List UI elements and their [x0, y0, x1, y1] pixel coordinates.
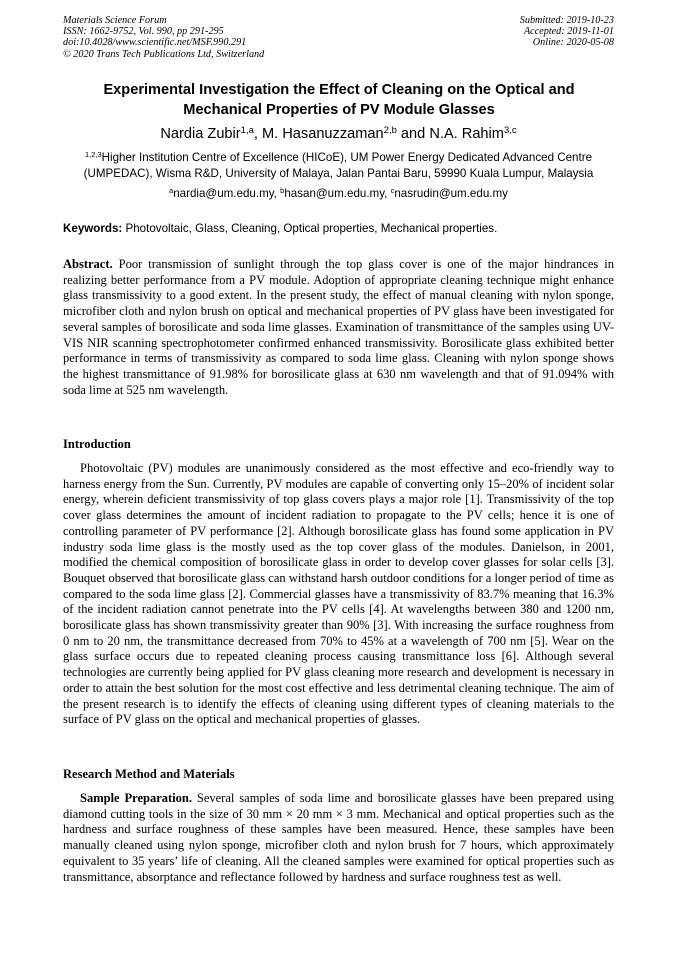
paper-title: Experimental Investigation the Effect of Cleaning on the Optical and Mechanical Properties of PV Module Glasses [103, 82, 575, 118]
author-separator: , [253, 126, 262, 142]
introduction-paragraph: Photovoltaic (PV) modules are unanimously considered as the most effective and eco-friendly way to harness energy from the Sun. Currently, PV modules are capable of converting only 15–20% of incident solar energy, wherein deficient transmissivity of top glass covers plays a major role [1]. Transmissivity of the top cover glass determines the amount of incident radiation to propagate to the PV cells; hence it is one of controlling parameter of PV performance [2]. Although borosilicate glass has found some application in PV industry soda lime glass is the mostly used as the top cover glass of the modules. Danielson, in 2001, modified the chemical composition of borosilicate glass in order to develop cover glasses for solar cells [3]. Bouquet observed that borosilicate glass can withstand harsh outdoor conditions for a longer period of time as compared to the soda lime glass [2]. Commercial glasses have a transmissivity of 83.7% meaning that 16.3% of the incident radiation cannot penetrate into the PV cells [4]. At wavelengths between 380 and 1200 nm, borosilicate glass has shown transmissivity greater than 90% [3]. With increasing the surface roughness from 0 nm to 20 nm, the transmittance decreased from 70% to 45% at a wavelength of 700 nm [5]. Wear on the glass surface occurs due to repeated cleaning process causing transmittance loss [6]. Although several technologies are currently being applied for PV glass cleaning more research and development is necessary in order to attain the best solution for the most cost effective and less detrimental cleaning technique. The aim of the present research is to identify the effects of cleaning using different types of cleaning materials to the surface of PV glass on the optical and mechanical properties of glasses. [63, 461, 614, 727]
introduction-heading: Introduction [63, 437, 131, 451]
affiliation [63, 150, 614, 182]
email-link: nardia@um.edu.my, [173, 187, 281, 200]
author-emails [63, 186, 614, 201]
author-superscript: 3,c [503, 125, 517, 136]
journal-header-right [480, 15, 614, 49]
author-list [63, 124, 614, 144]
journal-header-left [63, 15, 264, 60]
email-superscript: a [169, 186, 174, 195]
sample-preparation-label: Sample Preparation. [80, 791, 192, 805]
abstract-paragraph [63, 257, 614, 398]
abstract-label: Abstract. [63, 257, 113, 271]
author-superscript: 2,b [383, 125, 397, 136]
email-superscript: c [390, 186, 395, 195]
journal-doi: doi:10.4028/www.scientific.net/MSF.990.291 [63, 37, 247, 49]
email-link: nasrudin@um.edu.my [394, 187, 508, 200]
author-separator: and [396, 126, 430, 142]
journal-issn: ISSN: 1662-9752, Vol. 990, pp 291-295 [63, 26, 224, 38]
sample-preparation-text: Several samples of soda lime and borosilicate glasses have been prepared using diamond cutting tools in the size of 30 mm × 20 mm × 3 mm. Mechanical and optical properties such as the hardness and surface roughness of these samples have been measured. Hence, these samples have been manually cleaned using nylon sponge, microfiber cloth and nylon brush for 7 hours, which approximately equivalent to 35 years’ life of cleaning. All the cleaned samples were examined for optical properties such as transmittance, absorptance and reflectance followed by hardness and surface roughness test as well. [63, 791, 614, 884]
sample-preparation-paragraph [63, 791, 614, 885]
author-name: M. Hasanuzzaman [261, 126, 384, 142]
email-superscript: b [280, 186, 285, 195]
keywords [63, 221, 614, 236]
submitted-date: Submitted: 2019-10-23 [519, 15, 614, 26]
email-link: hasan@um.edu.my, [284, 187, 391, 200]
abstract-text: Poor transmission of sunlight through the top glass cover is one of the major hindrances in realizing better performance from a PV module. Adoption of appropriate cleaning technique might enhance glass transmissivity to a good extent. In the present study, the effect of manual cleaning with nylon sponge, microfiber cloth and nylon brush on optical and mechanical properties of PV glass have been investigated for several samples of borosilicate and soda lime glasses. Examination of transmittance of the samples using UV-VIS NIR scanning spectrophotometer confirmed enhanced transmissivity. Borosilicate glass exhibited better performance in terms of transmissivity as compared to soda lime glass. Cleaning with nylon sponge shows the highest transmittance of 91.98% for borosilicate glass at 630 nm wavelength and that of 91.094% with soda lime at 525 nm wavelength. [63, 257, 614, 397]
journal-copyright: © 2020 Trans Tech Publications Ltd, Switzerland [63, 48, 265, 60]
keywords-text: Photovoltaic, Glass, Cleaning, Optical properties, Mechanical properties. [122, 222, 498, 235]
author-name: Nardia Zubir [160, 126, 241, 142]
author-superscript: 1,a [240, 125, 254, 136]
accepted-date: Accepted: 2019-11-01 [523, 26, 614, 38]
journal-name: Materials Science Forum [63, 15, 167, 26]
research-method-heading: Research Method and Materials [63, 767, 235, 781]
affiliation-text: Higher Institution Centre of Excellence (HICoE), UM Power Energy Dedicated Advanced Centre (UMPEDAC), Wisma R&D, University of Malaya, Jalan Pantai Baru, 59990 Kuala Lumpur, Malaysia [83, 151, 594, 180]
online-date: Online: 2020-05-08 [532, 37, 614, 49]
keywords-label: Keywords: [63, 222, 123, 235]
affiliation-superscript: 1,2,3 [84, 150, 102, 159]
author-name: N.A. Rahim [429, 126, 504, 142]
